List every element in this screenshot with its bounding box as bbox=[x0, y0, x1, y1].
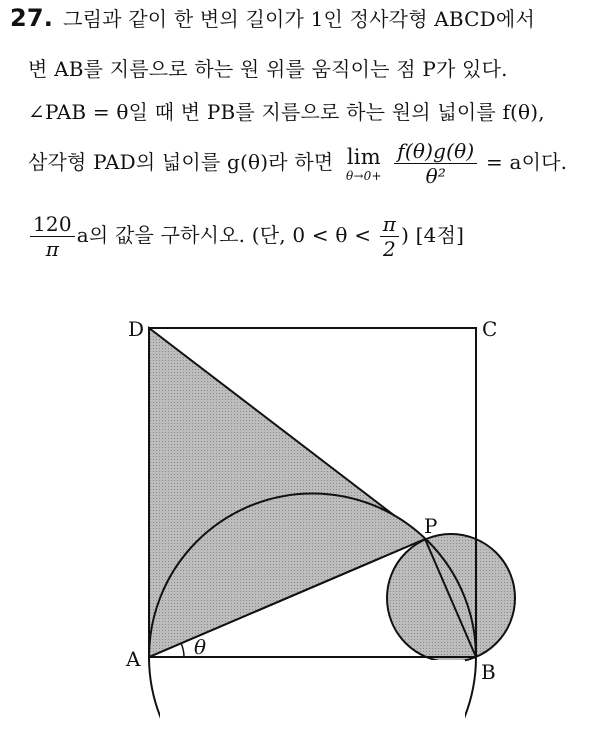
answer-fraction bbox=[30, 212, 75, 261]
answer-denominator: π bbox=[45, 237, 60, 261]
geometry-figure bbox=[0, 290, 610, 746]
limit-expression bbox=[346, 145, 382, 183]
condition-fraction bbox=[380, 212, 399, 261]
problem-line-1 bbox=[10, 6, 535, 31]
problem-line-2: 변 AB를 지름으로 하는 원 위를 움직이는 점 P가 있다. bbox=[28, 57, 508, 81]
problem-number: 27. bbox=[10, 4, 54, 32]
limit-subscript: θ→0+ bbox=[345, 168, 382, 183]
answer-numerator: 120 bbox=[30, 212, 75, 237]
condition-numerator: π bbox=[380, 212, 399, 237]
problem-text bbox=[0, 0, 610, 290]
problem-line-3: ∠PAB = θ일 때 변 PB를 지름으로 하는 원의 넓이를 f(θ), bbox=[28, 100, 545, 124]
label-p: P bbox=[424, 514, 438, 538]
limit-denominator: θ² bbox=[425, 164, 447, 188]
label-b: B bbox=[481, 660, 496, 684]
line-4-prefix: 삼각형 PAD의 넓이를 g(θ)라 하면 bbox=[28, 150, 334, 174]
label-a: A bbox=[126, 647, 141, 671]
label-theta: θ bbox=[194, 635, 207, 659]
limit-fraction bbox=[394, 139, 477, 188]
label-d: D bbox=[128, 317, 145, 341]
angle-theta-arc bbox=[181, 643, 184, 657]
lower-mask bbox=[160, 660, 465, 746]
problem-line-4 bbox=[28, 139, 567, 188]
problem-line-5 bbox=[28, 212, 464, 261]
question-end: ) [4점] bbox=[401, 223, 465, 247]
line-4-suffix: = a이다. bbox=[485, 150, 568, 174]
limit-word: lim bbox=[346, 144, 381, 169]
condition-denominator: 2 bbox=[382, 237, 396, 261]
problem-line-1-text: 그림과 같이 한 변의 길이가 1인 정사각형 ABCD에서 bbox=[63, 7, 535, 31]
limit-numerator: f(θ)g(θ) bbox=[394, 139, 477, 164]
label-c: C bbox=[482, 317, 498, 341]
question-text: a의 값을 구하시오. (단, 0 < θ < bbox=[76, 223, 372, 247]
